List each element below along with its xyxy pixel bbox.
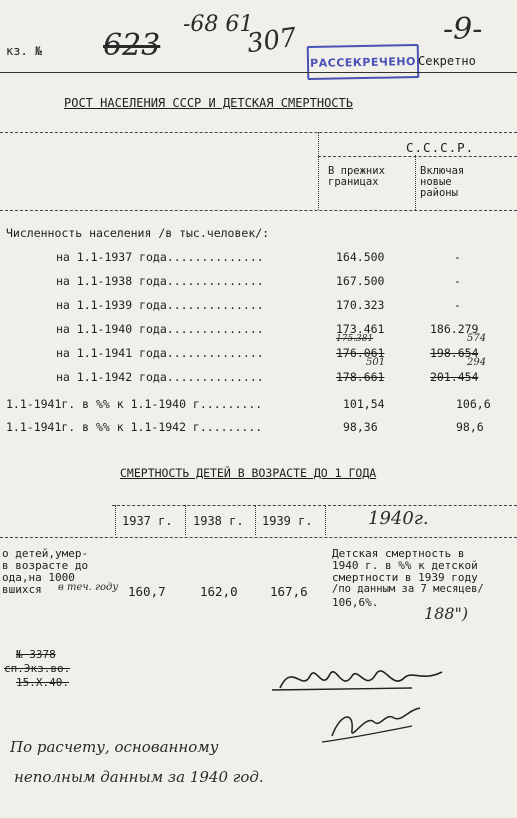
child-mortality-label-1: о детей,умер- (2, 547, 89, 560)
col1-header-line2: границах (328, 176, 379, 188)
year-1938: 1938 г. (193, 514, 244, 528)
row-value-new-regions: - (454, 250, 461, 264)
ussr-header: С.С.С.Р. (406, 140, 475, 155)
reference-line-3: 15.X.40. (16, 676, 69, 689)
mortality-1938: 162,0 (200, 584, 238, 599)
section2-title: СМЕРТНОСТЬ ДЕТЕЙ В ВОЗРАСТЕ ДО 1 ГОДА (120, 466, 377, 480)
row-value-old-borders: 101,54 (343, 397, 385, 411)
crossed-number: 623 (103, 28, 161, 63)
row-label: на 1.1-1941 года.............. (56, 346, 264, 360)
handwritten-note-line-1: По расчету, основанному (10, 738, 219, 756)
classification-label: Секретно (418, 54, 476, 68)
note-handwritten: 188") (424, 604, 469, 623)
reference-line-1: № 3378 (16, 648, 56, 661)
row-value-new-regions: 198.654 (430, 346, 479, 360)
child-mortality-label-3: ода,на 1000 (2, 571, 75, 584)
row-label: на 1.1-1942 года.............. (56, 370, 264, 384)
note-line-3: смертности в 1939 году (332, 571, 478, 584)
correction-1941-new: 574 (467, 333, 487, 344)
table2-header-rule (0, 537, 517, 538)
page-number: -9- (443, 12, 483, 47)
col2-header-line3: районы (420, 187, 458, 199)
table2-top-rule (112, 505, 517, 506)
document-title: РОСТ НАСЕЛЕНИЯ СССР И ДЕТСКАЯ СМЕРТНОСТЬ (64, 96, 353, 110)
row-value-old-borders: 176.061 (336, 346, 385, 360)
table2-divider-4 (325, 505, 326, 535)
mortality-1939: 167,6 (270, 584, 308, 599)
row-value-old-borders: 170.323 (336, 298, 385, 312)
header-rule (0, 72, 517, 73)
year-1940-handwritten: 1940г. (368, 508, 429, 529)
year-1937: 1937 г. (122, 514, 173, 528)
ussr-header-rule (318, 156, 517, 157)
row-value-old-borders: 167.500 (336, 274, 385, 288)
row-value-old-borders: 178.661 (336, 370, 385, 384)
correction-1942-new: 294 (467, 357, 487, 368)
row-label: на 1.1-1940 года.............. (56, 322, 264, 336)
population-section-label: Численность населения /в тыс.человек/: (6, 226, 270, 240)
mortality-1937: 160,7 (128, 584, 166, 599)
table1-col-divider-1 (318, 132, 319, 210)
exemplar-label: кз. № (6, 44, 43, 58)
note-line-5: 106,6%. (332, 596, 379, 609)
col1-header-line1: В прежних (328, 165, 385, 177)
handwritten-note-line-2: неполным данным за 1940 год. (14, 768, 264, 786)
row-value-new-regions: 98,6 (456, 420, 484, 434)
table2-divider-1 (115, 505, 116, 535)
row-label: на 1.1-1938 года.............. (56, 274, 264, 288)
row-value-new-regions: 201.454 (430, 370, 479, 384)
note-line-4: /по данным за 7 месяцев/ (332, 583, 484, 595)
row-value-new-regions: - (454, 274, 461, 288)
child-mortality-label-2: в возрасте до (2, 559, 89, 572)
year-1939: 1939 г. (262, 514, 313, 528)
row-value-old-borders: 98,36 (343, 420, 378, 434)
row-value-new-regions: 186.279 (430, 322, 479, 336)
col2-header-line2: новые (420, 176, 452, 188)
child-mortality-label-4: вшихся (2, 583, 42, 596)
signature-icon (262, 652, 462, 752)
row-value-old-borders: 173.461 (336, 322, 385, 336)
reference-line-2: сп.Экз.во. (4, 662, 71, 675)
correction-1941-old: 175.381 (336, 334, 374, 344)
row-label: 1.1-1941г. в %% к 1.1-1942 г......... (6, 420, 263, 434)
declassified-stamp: РАССЕКРЕЧЕНО (307, 44, 420, 80)
table1-header-rule (0, 210, 517, 211)
row-value-new-regions: 106,6 (456, 397, 491, 411)
row-value-old-borders: 164.500 (336, 250, 385, 264)
note-line-2: 1940 г. в %% к детской (332, 559, 478, 572)
col2-header-line1: Включая (420, 165, 465, 177)
row-label: на 1.1-1939 года.............. (56, 298, 264, 312)
row-label: 1.1-1941г. в %% к 1.1-1940 г......... (6, 397, 263, 411)
table1-col-divider-2 (415, 155, 416, 210)
note-line-1: Детская смертность в (332, 547, 465, 560)
handwritten-numbers: -68 61 (183, 12, 254, 37)
table2-divider-3 (255, 505, 256, 535)
table2-divider-2 (185, 505, 186, 535)
handwritten-307: 307 (245, 22, 299, 60)
correction-1942-old: 501 (366, 357, 386, 368)
title-rule (0, 132, 517, 133)
row-value-new-regions: - (454, 298, 461, 312)
row-label: на 1.1-1937 года.............. (56, 250, 264, 264)
child-mortality-label-handwritten: в теч. году (58, 582, 119, 593)
